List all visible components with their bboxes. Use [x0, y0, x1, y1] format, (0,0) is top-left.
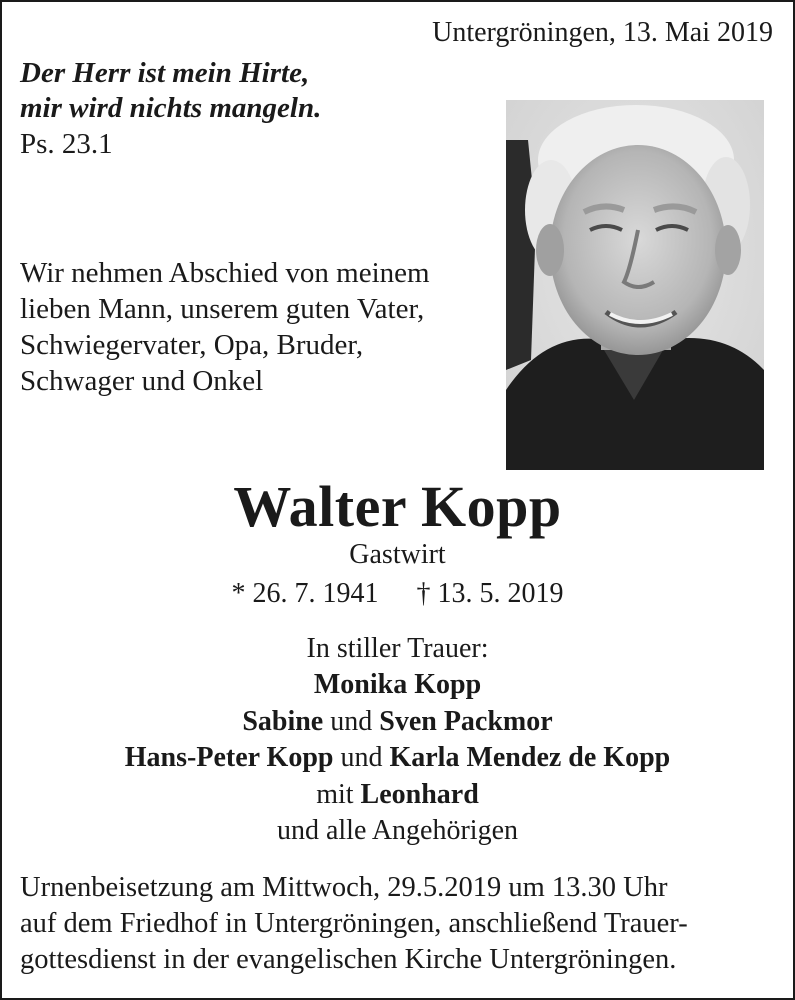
quote-reference: Ps. 23.1 — [20, 127, 113, 160]
mourner-name: Monika Kopp — [313, 669, 482, 701]
mourner-name: Leonhard — [360, 778, 479, 810]
mourners-list — [0, 631, 795, 849]
funeral-line: gottesdienst in der evangelischen Kirche Untergröningen. — [20, 943, 677, 975]
mourner-line — [0, 704, 795, 740]
mourners-heading: In stiller Trauer: — [306, 633, 489, 664]
farewell-line: Schwager und Onkel — [20, 364, 264, 397]
farewell-text — [20, 256, 490, 400]
connector-und: und — [330, 705, 373, 737]
mourner-name: Sabine — [242, 705, 324, 737]
farewell-line: Wir nehmen Abschied von meinem — [20, 257, 430, 289]
funeral-details — [20, 870, 780, 978]
quote-line-1: Der Herr ist mein Hirte, — [20, 57, 310, 89]
portrait-photo-icon — [506, 100, 764, 470]
occupation: Gastwirt — [349, 539, 446, 570]
life-dates — [0, 577, 795, 611]
mourners-others: und alle Angehörigen — [276, 814, 519, 846]
mourner-line — [0, 777, 795, 813]
funeral-line: auf dem Friedhof in Untergröningen, anschließend Trauer- — [20, 907, 688, 939]
connector-mit: mit — [316, 778, 354, 810]
mourner-line — [0, 667, 795, 703]
mourner-name: Karla Mendez de Kopp — [389, 742, 671, 774]
quote-line-2: mir wird nichts mangeln. — [20, 92, 322, 125]
farewell-line: lieben Mann, unserem guten Vater, — [20, 292, 425, 325]
funeral-line: Urnenbeisetzung am Mittwoch, 29.5.2019 um 13.30 Uhr — [20, 872, 668, 903]
bible-quote — [20, 56, 321, 162]
birth-date: * 26. 7. 1941 — [231, 578, 379, 609]
mourner-line — [0, 740, 795, 776]
deceased-name: Walter Kopp — [233, 474, 562, 539]
connector-und: und — [340, 742, 383, 774]
farewell-line: Schwiegervater, Opa, Bruder, — [20, 328, 364, 361]
portrait-photo — [506, 100, 764, 470]
place-date: Untergröningen, 13. Mai 2019 — [432, 17, 773, 48]
mourner-name: Sven Packmor — [379, 705, 553, 737]
death-date: † 13. 5. 2019 — [416, 578, 564, 609]
mourner-name: Hans-Peter Kopp — [124, 742, 334, 774]
